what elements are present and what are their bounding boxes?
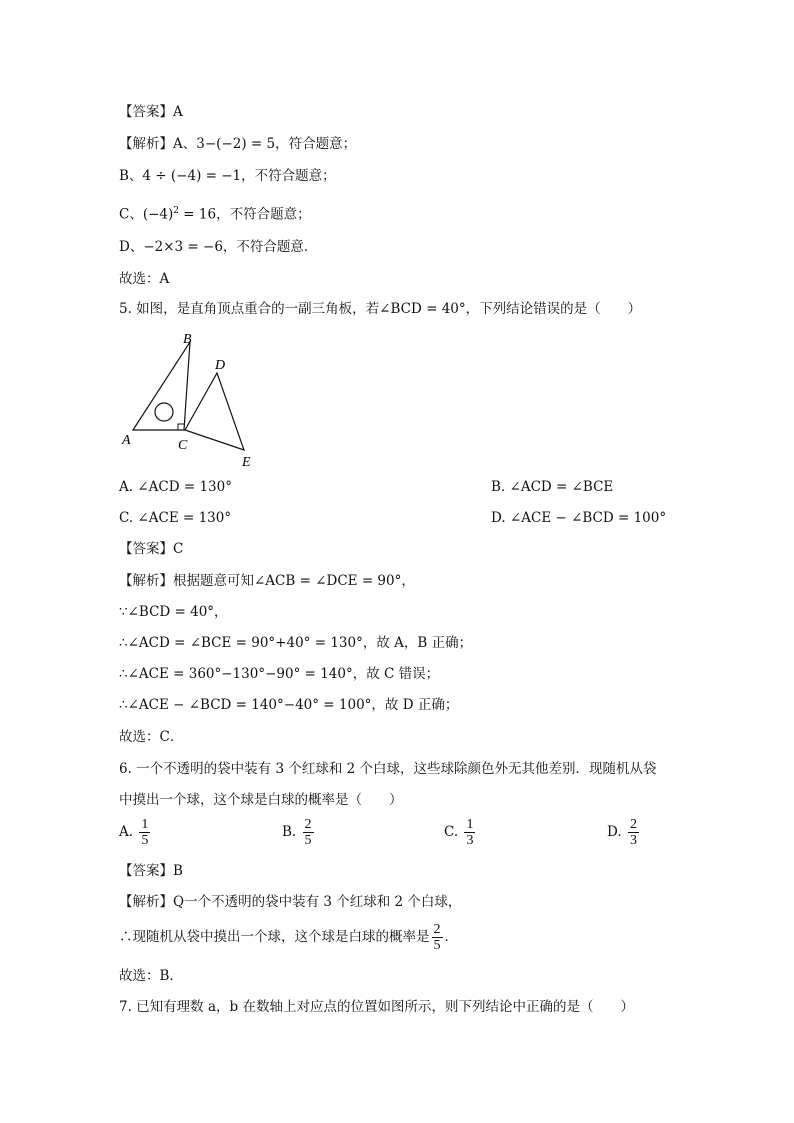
q6-option-d [607, 817, 641, 848]
q6-analysis-2-prefix: ∴现随机从袋中摸出一个球，这个球是白球的概率是 [119, 929, 430, 945]
label-e: E [242, 455, 251, 470]
q6-option-a-num: 1 [141, 817, 149, 832]
q4-choose: 故选：A [119, 271, 170, 287]
q6-option-c-frac [464, 817, 475, 848]
right-angle-mark [178, 424, 184, 430]
q4-analysis-a [119, 134, 356, 154]
q6-option-d-num: 2 [629, 817, 637, 832]
q6-option-c-letter: C. [444, 824, 459, 840]
q5-analysis-1: 【解析】根据题意可知∠ACB = ∠DCE = 90°， [119, 573, 415, 589]
q6-analysis-1: 【解析】Q一个不透明的袋中装有 3 个红球和 2 个白球， [119, 894, 462, 910]
triangle-dce [185, 373, 244, 450]
q5-stem: 5. 如图，是直角顶点重合的一副三角板，若∠BCD = 40°，下列结论错误的是（ ） [119, 301, 642, 317]
q6-stem-1: 6. 一个不透明的袋中装有 3 个红球和 2 个白球，这些球除颜色外无其他差别．现随机从袋 [119, 761, 657, 777]
q4-analysis-label: 【解析】 [119, 136, 173, 152]
q4-line-d: D、−2×3 = −6，不符合题意． [119, 239, 318, 255]
q6-option-b-letter: B. [282, 824, 297, 840]
q5-option-b: B. ∠ACD = ∠BCE [491, 479, 614, 495]
q7-stem: 7. 已知有理数 a，b 在数轴上对应点的位置如图所示，则下列结论中正确的是（ ） [119, 999, 634, 1015]
q5-analysis-3: ∴∠ACD = ∠BCE = 90°+40° = 130°，故 A，B 正确； [119, 635, 473, 651]
q5-analysis-5: ∴∠ACE − ∠BCD = 140°−40° = 100°，故 D 正确； [119, 697, 459, 713]
label-b: B [183, 332, 192, 347]
q4-line-c [119, 201, 311, 225]
q6-answer: 【答案】B [119, 863, 183, 879]
label-c: C [178, 438, 188, 453]
q6-option-b [282, 817, 316, 848]
q5-analysis-4: ∴∠ACE = 360°−130°−90° = 140°，故 C 错误； [119, 666, 440, 682]
q4-line-c-prefix: C、(−4) [119, 206, 174, 223]
q6-option-b-frac [303, 817, 314, 848]
q6-analysis-2 [119, 922, 458, 953]
q6-analysis-frac-den: 5 [433, 938, 441, 953]
q6-option-c [444, 817, 477, 848]
q6-option-d-frac [628, 817, 639, 848]
q6-option-b-num: 2 [304, 817, 312, 832]
q4-answer: 【答案】A [119, 104, 183, 120]
q6-option-d-den: 3 [629, 833, 637, 848]
q6-option-a [119, 817, 152, 848]
q6-option-c-den: 3 [466, 833, 474, 848]
q4-line-b: B、4 ÷ (−4) = −1，不符合题意； [119, 168, 336, 184]
q6-option-c-num: 1 [466, 817, 474, 832]
label-d: D [215, 358, 226, 373]
q4-line-c-suffix: = 16，不符合题意； [179, 206, 311, 223]
q6-option-a-den: 5 [141, 833, 149, 848]
q6-option-d-letter: D. [607, 824, 622, 840]
q5-option-c: C. ∠ACE = 130° [119, 510, 232, 526]
q6-choose: 故选：B． [119, 968, 183, 984]
q4-line-c-sup: 2 [173, 206, 179, 216]
q6-option-a-letter: A. [119, 824, 134, 840]
triangle-abc [133, 342, 190, 430]
q5-option-d: D. ∠ACE − ∠BCD = 100° [491, 510, 667, 526]
q5-choose: 故选：C． [119, 729, 184, 745]
q6-analysis-frac [432, 922, 443, 953]
q6-option-a-frac [139, 817, 150, 848]
q5-analysis-2: ∵∠BCD = 40°， [119, 604, 228, 620]
q5-answer: 【答案】C [119, 541, 184, 557]
triangle-figure [119, 328, 269, 473]
q6-option-b-den: 5 [304, 833, 312, 848]
q6-stem-2: 中摸出一个球，这个球是白球的概率是（ ） [119, 792, 403, 808]
q4-line-a: A、3−(−2) = 5，符合题意； [173, 136, 357, 152]
triangle-hole [155, 403, 173, 421]
label-a: A [122, 433, 131, 448]
q6-analysis-frac-num: 2 [433, 922, 441, 937]
q5-option-a: A. ∠ACD = 130° [119, 479, 232, 495]
q6-analysis-2-suffix: ． [444, 929, 458, 945]
